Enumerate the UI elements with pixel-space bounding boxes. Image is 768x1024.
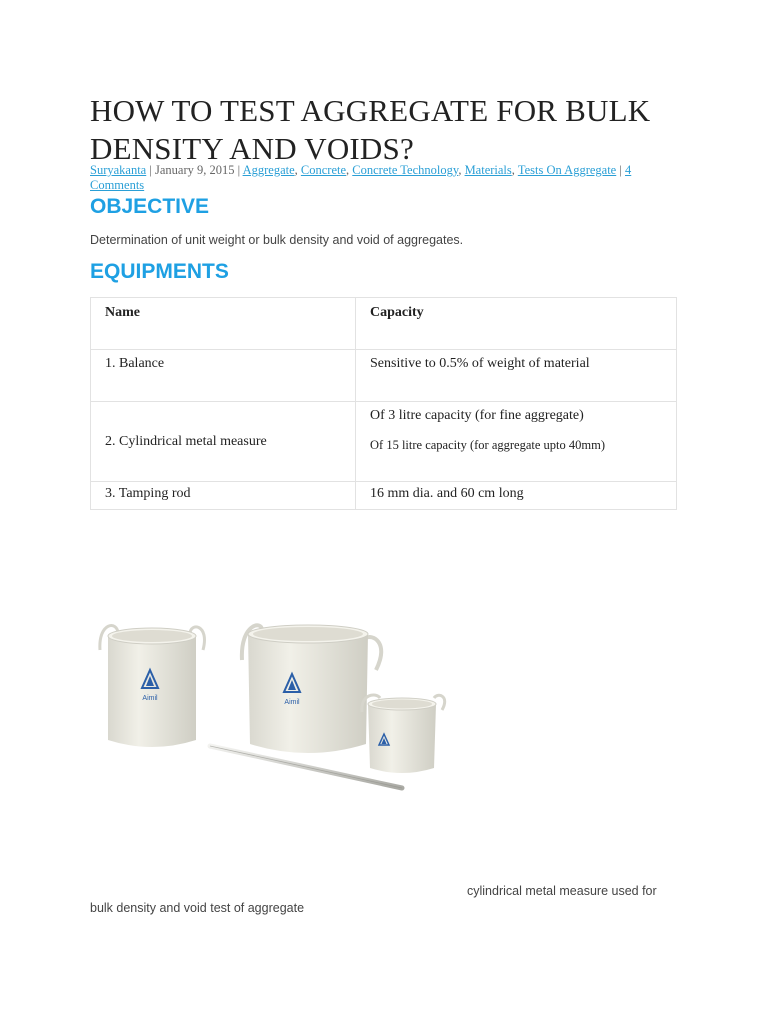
- equipment-name: 2. Cylindrical metal measure: [91, 402, 356, 482]
- category-link-tests-on-aggregate[interactable]: Tests On Aggregate: [517, 163, 617, 177]
- objective-heading: OBJECTIVE: [90, 195, 210, 218]
- category-link-aggregate[interactable]: Aggregate: [242, 163, 295, 177]
- equipment-capacity: 16 mm dia. and 60 cm long: [356, 482, 677, 510]
- equipments-heading: EQUIPMENTS: [90, 260, 229, 283]
- category-link-concrete[interactable]: Concrete: [300, 163, 347, 177]
- category-link-concrete-technology[interactable]: Concrete Technology: [352, 163, 459, 177]
- equipment-capacity-cell: [356, 402, 677, 482]
- article-title: HOW TO TEST AGGREGATE FOR BULK DENSITY AND VOIDS?: [90, 93, 651, 166]
- category-link-materials[interactable]: Materials: [464, 163, 512, 177]
- figure-caption: cylindrical metal measure used for bulk density and void test of aggregate: [90, 884, 657, 915]
- bucket-large: [242, 625, 381, 753]
- bucket-medium: [100, 626, 205, 747]
- header-name: Name: [91, 298, 356, 350]
- equipment-name: 1. Balance: [91, 350, 356, 402]
- table-header-row: [91, 298, 677, 350]
- equipment-capacity-secondary: Of 15 litre capacity (for aggregate upto 40mm): [370, 438, 605, 452]
- table-row: [91, 350, 677, 402]
- equipment-table: [90, 297, 677, 510]
- table-row: [91, 402, 677, 482]
- logo-text: Aimil: [284, 699, 300, 706]
- table-row: [91, 482, 677, 510]
- comments-link[interactable]: 4 Comments: [90, 163, 632, 192]
- logo-text: Aimil: [142, 695, 158, 702]
- post-meta: Suryakanta | January 9, 2015 | Aggregate, Concrete, Concrete Technology, Materials, Tests On Aggregate | 4 Comments: [90, 163, 632, 192]
- equipment-capacity: Sensitive to 0.5% of weight of material: [356, 350, 677, 402]
- equipment-capacity: Of 3 litre capacity (for fine aggregate): [370, 408, 584, 423]
- bucket-small: [362, 695, 445, 773]
- objective-text: Determination of unit weight or bulk density and void of aggregates.: [90, 233, 464, 247]
- post-date: January 9, 2015: [155, 163, 235, 177]
- author-link[interactable]: Suryakanta: [90, 163, 147, 177]
- header-capacity: Capacity: [356, 298, 677, 350]
- equipment-name: 3. Tamping rod: [91, 482, 356, 510]
- equipment-photo: [90, 612, 470, 822]
